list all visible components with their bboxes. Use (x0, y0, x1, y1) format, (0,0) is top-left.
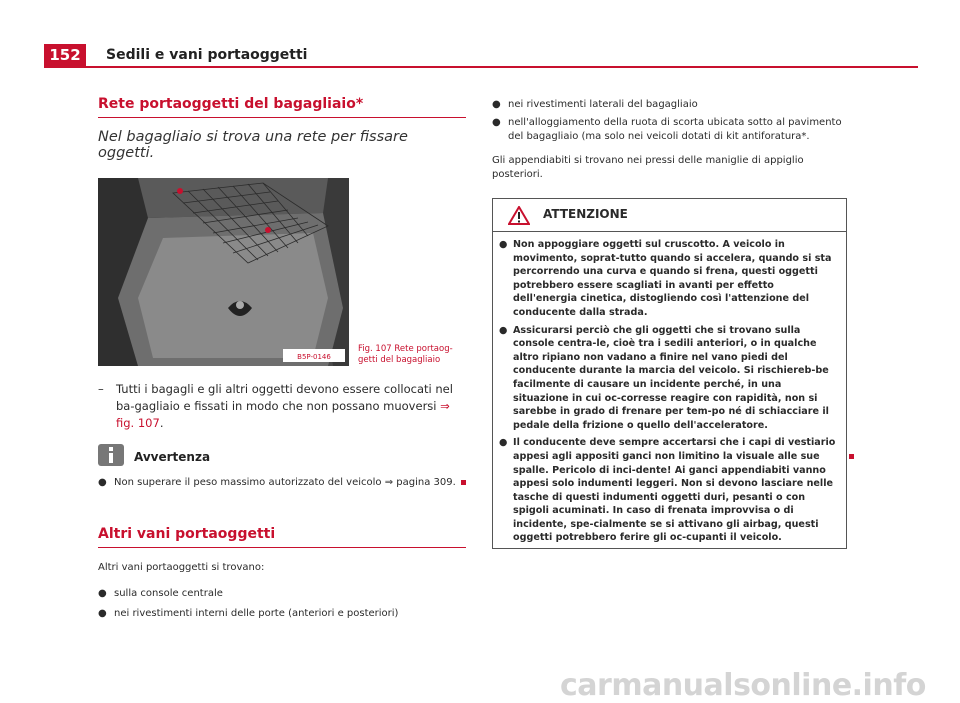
note-title: Avvertenza (134, 450, 211, 464)
list-item-text: nei rivestimenti laterali del bagagliaio (508, 99, 698, 110)
note-item (98, 476, 466, 490)
warning-triangle-icon (508, 206, 530, 225)
end-mark (461, 480, 466, 485)
figure-code: B5P-0146 (297, 353, 331, 361)
instruction-step (98, 381, 466, 432)
hangers-text: Gli appendiabiti si trovano nei pressi delle maniglie di appiglio posteriori. (492, 155, 804, 180)
warning-box (492, 198, 847, 549)
warning-item (499, 238, 840, 320)
bullet-dot: ● (499, 437, 508, 449)
dash-marker: – (98, 382, 104, 396)
bullet-dot: ● (499, 324, 508, 336)
warning-header (493, 199, 846, 232)
list-item-text: nell'alloggiamento della ruota di scorta ubicata sotto al pavimento del bagagliaio (ma solo nei veicoli dotati di kit antiforatura*. (508, 117, 842, 142)
section-intro: Altri vani portaoggetti si trovano: (98, 562, 265, 573)
warning-body (493, 232, 846, 548)
caption-line: getti del bagagliaio (358, 355, 441, 365)
header-rule (44, 66, 918, 68)
list-item-text: nei rivestimenti interni delle porte (anteriori e posteriori) (114, 608, 399, 619)
bullet-dot: ● (492, 117, 501, 128)
list-item (98, 607, 466, 621)
warning-item-text: Assicurarsi perciò che gli oggetti che si trovano sulla console centra-le, cioè tra i sedili anteriori, o in qualche altro ripiano non vadano a finire nel vano piedi del conducente durante la marcia del veicolo. Si rischiereb-be facilmente di causare un incidente perché, in una situazione in cui oc-corresse reagire con rapidità, non si sarebbe in grado di frenare per tem-po né di schiacciare il pedale della frizione o quello dell'acceleratore. (513, 324, 829, 431)
list-item (98, 587, 466, 601)
list-item (492, 116, 847, 144)
watermark: carmanualsonline.info (560, 668, 926, 703)
bullet-dot: ● (98, 477, 107, 488)
figure-reference-link[interactable]: ⇒ fig. 107 (116, 399, 450, 430)
step-end: . (159, 416, 164, 430)
note-text: Non superare il peso massimo autorizzato del veicolo ⇒ pagina 309. (114, 477, 456, 488)
running-title: Sedili e vani portaoggetti (106, 47, 308, 63)
step-text: Tutti i bagagli e gli altri oggetti devono essere collocati nel ba-gagliaio e fissati in modo che non possano muoversi (116, 382, 453, 413)
list-item (492, 98, 847, 112)
warning-title: ATTENZIONE (543, 207, 628, 221)
figure-caption (358, 344, 466, 366)
info-note-icon (98, 444, 124, 466)
left-column (98, 96, 466, 621)
end-mark (849, 454, 854, 459)
figure-107 (98, 178, 466, 366)
warning-item-text: Non appoggiare oggetti sul cruscotto. A veicolo in movimento, soprat-tutto quando si accelera, quando si sta percorrendo una curva e quando si frena, questi oggetti potrebbero essere scagliati in avanti per effetto dell'energia cinetica, distogliendo così l'attenzione del conducente dalla strada. (513, 239, 832, 318)
page-number: 152 (44, 44, 86, 66)
section-title-luggage-net: Rete portaoggetti del bagagliaio* (98, 96, 466, 118)
bullet-dot: ● (98, 608, 107, 619)
right-column (492, 96, 847, 549)
bullet-dot: ● (499, 239, 508, 250)
note-header (98, 444, 466, 468)
warning-item (499, 436, 840, 545)
warning-item (499, 324, 840, 433)
bullet-dot: ● (98, 588, 107, 599)
warning-item-text: Il conducente deve sempre accertarsi che i capi di vestiario appesi agli appositi ganci non limitino la visuale alle sue spalle. Pericolo di inci-dente! Ai ganci appendiabiti vanno appesi solo indumenti leggeri. Non si devono lasciare nelle tasche di questi indumenti oggetti duri, pesanti o con spigoli acuminati. In caso di frenata improvvisa o di incidente, spe-cialmente se si attivano gli airbag, questi oggetti potrebbero ferire gli oc-cupanti il veicolo. (513, 437, 836, 544)
section-title-other-storage: Altri vani portaoggetti (98, 526, 466, 548)
luggage-net-photo (98, 178, 349, 366)
caption-line: Fig. 107 Rete portaog- (358, 344, 453, 354)
section-lead: Nel bagagliaio si trova una rete per fissare oggetti. (98, 129, 408, 161)
list-item-text: sulla console centrale (114, 588, 223, 599)
bullet-dot: ● (492, 99, 501, 110)
